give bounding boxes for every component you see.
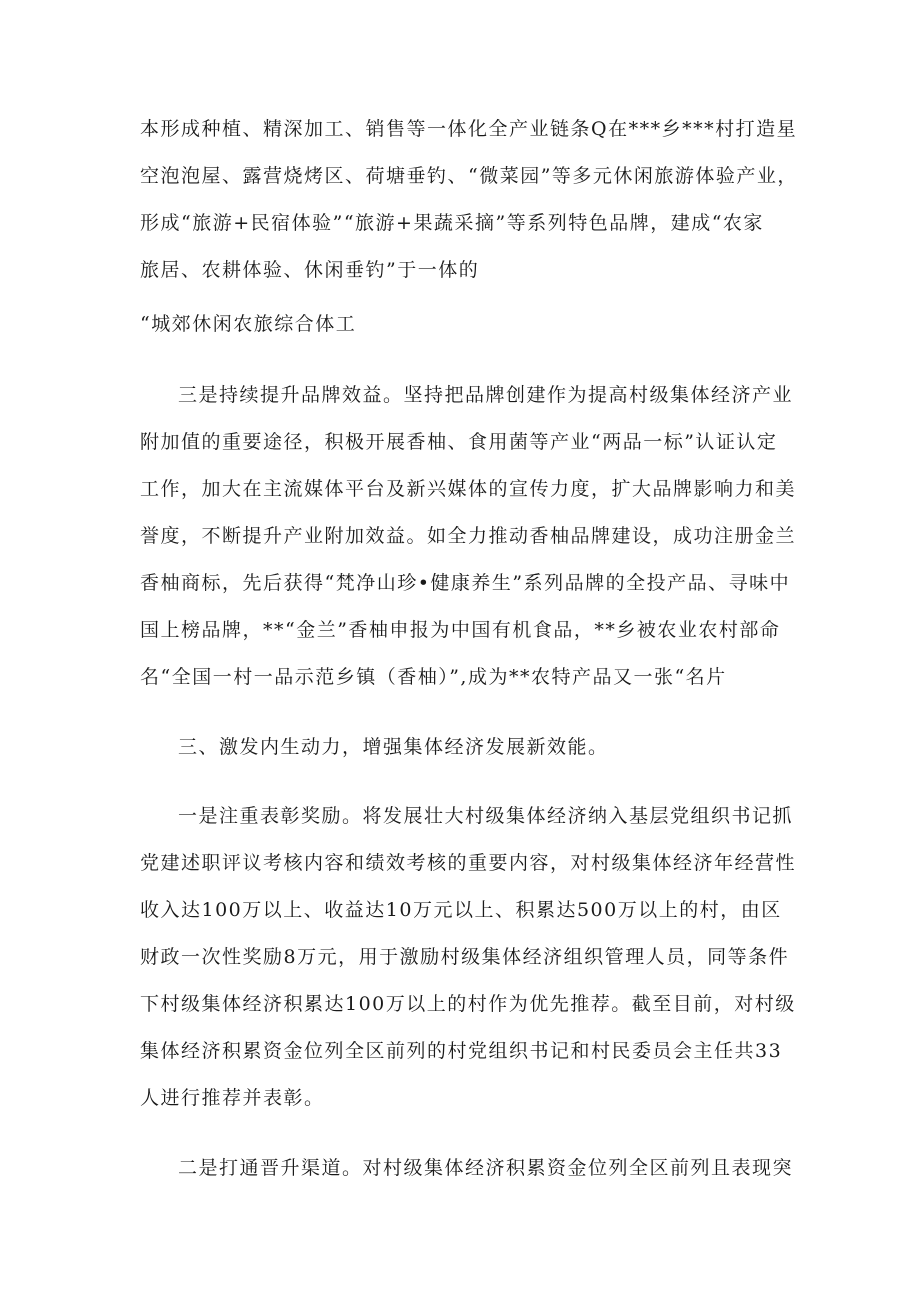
text-line: 党建述职评议考核内容和绩效考核的重要内容，对村级集体经济年经营性 — [140, 852, 797, 874]
text-line: “城郊休闲农旅综合体工 — [140, 313, 357, 335]
text-line: 下村级集体经济积累达100万以上的村作为优先推荐。截至目前，对村级 — [140, 993, 796, 1015]
text-line: 财政一次性奖励8万元，用于激励村级集体经济组织管理人员，同等条件 — [140, 946, 790, 968]
text-line: 旅居、农耕体验、休闲垂钓”于一体的 — [140, 259, 480, 281]
text-line: 香柚商标，先后获得“梵净山珍•健康养生”系列品牌的全投产品、寻味中 — [140, 572, 791, 594]
text-line: 附加值的重要途径，积极开展香柚、食用菌等产业“两品一标”认证认定 — [140, 431, 778, 453]
text-line: 空泡泡屋、露营烧烤区、荷塘垂钓、“微菜园”等多元休闲旅游体验产业， — [140, 165, 798, 187]
text-line: 本形成种植、精深加工、销售等一体化全产业链条Q在***乡***村打造星 — [140, 118, 798, 140]
text-line: 三是持续提升品牌效益。坚持把品牌创建作为提高村级集体经济产业 — [178, 384, 794, 406]
text-line: 一是注重表彰奖励。将发展壮大村级集体经济纳入基层党组织书记抓 — [178, 805, 794, 827]
text-line: 形成“旅游+民宿体验”“旅游+果蔬采摘”等系列特色品牌，建成“农家 — [140, 212, 764, 234]
text-line: 二是打通晋升渠道。对村级集体经济积累资金位列全区前列且表现突 — [178, 1157, 794, 1179]
text-line: 国上榜品牌，**“金兰”香柚申报为中国有机食品，**乡被农业农村部命 — [140, 619, 781, 641]
text-line: 誉度，不断提升产业附加效益。如全力推动香柚品牌建设，成功注册金兰 — [140, 525, 797, 547]
section-heading: 三、激发内生动力，增强集体经济发展新效能。 — [178, 736, 609, 758]
text-line: 名“全国一村一品示范乡镇（香柚）”,成为**农特产品又一张“名片 — [140, 666, 727, 688]
text-line: 集体经济积累资金位列全区前列的村党组织书记和村民委员会主任共33 — [140, 1040, 783, 1062]
text-line: 人进行推荐并表彰。 — [140, 1087, 325, 1109]
text-line: 收入达100万以上、收益达10万元以上、积累达500万以上的村，由区 — [140, 899, 782, 921]
text-line: 工作，加大在主流媒体平台及新兴媒体的宣传力度，扩大品牌影响力和美 — [140, 478, 797, 500]
